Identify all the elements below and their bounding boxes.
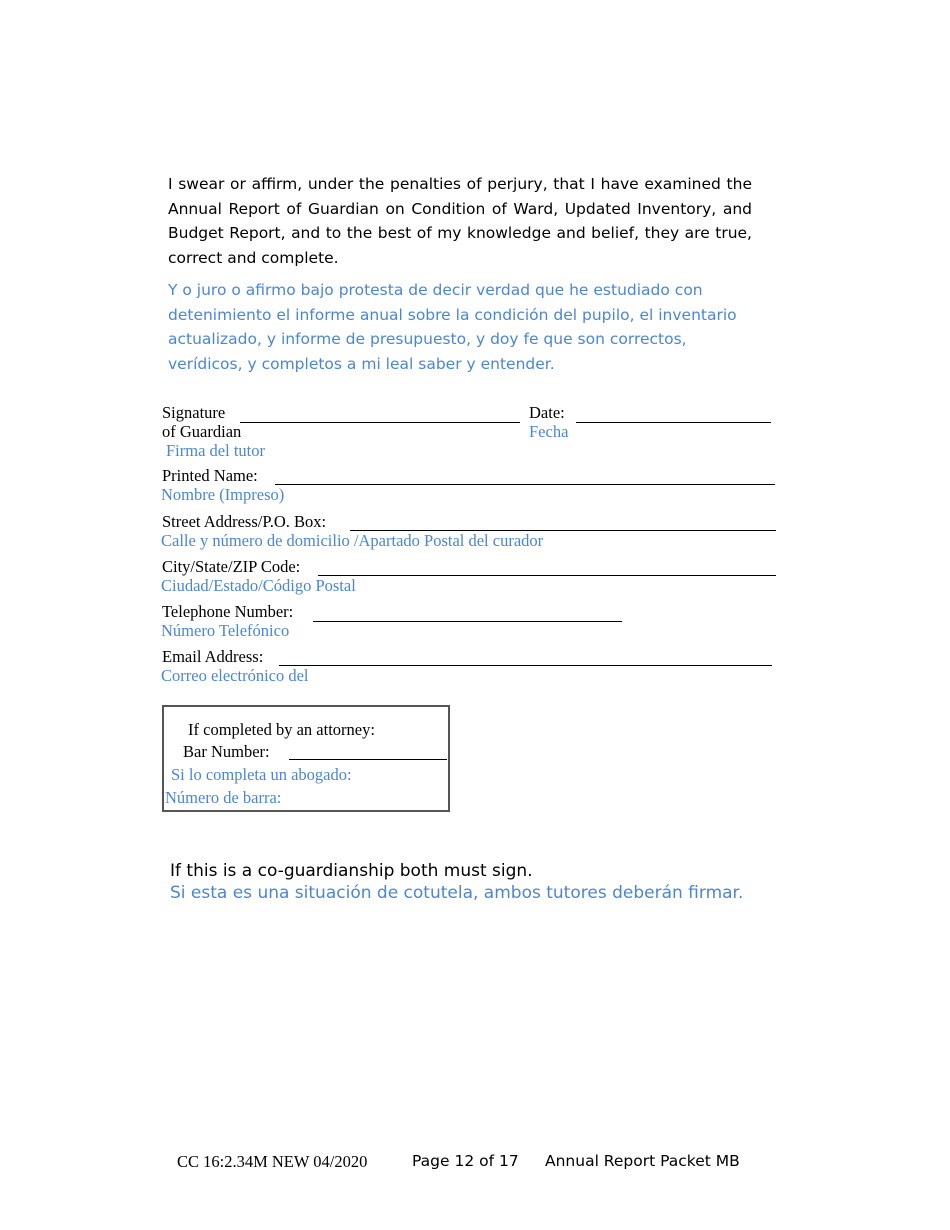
printed-name-label-es: Nombre (Impreso) <box>161 485 285 504</box>
coguardianship-notice: If this is a co-guardianship both must sign. <box>170 861 533 881</box>
footer-form-code: CC 16:2.34M NEW 04/2020 <box>177 1152 368 1171</box>
attorney-box <box>162 705 450 812</box>
attorney-line1-es: Si lo completa un abogado: <box>171 765 352 784</box>
footer-packet-name: Annual Report Packet MB <box>545 1152 740 1170</box>
city-state-zip-field[interactable] <box>318 575 776 576</box>
email-label: Email Address: <box>162 647 264 666</box>
oath-english: I swear or affirm, under the penalties of perjury, that I have examined the Annual Report of Guardian on Condition of Ward, Updated Inventory, and Budget Report, and to the best of my knowledge and belief, they are true, correct and complete. <box>168 175 752 267</box>
bar-number-label: Bar Number: <box>183 742 270 761</box>
telephone-label-es: Número Telefónico <box>161 621 290 640</box>
city-state-zip-label-es: Ciudad/Estado/Código Postal <box>161 576 356 595</box>
telephone-label: Telephone Number: <box>162 602 294 621</box>
signature-label-line2: of Guardian <box>162 422 242 441</box>
email-label-es: Correo electrónico del <box>161 666 309 685</box>
printed-name-label: Printed Name: <box>162 466 258 485</box>
street-address-label-es: Calle y número de domicilio /Apartado Postal del curador <box>161 531 544 550</box>
coguardianship-notice-es: Si esta es una situación de cotutela, ambos tutores deberán firmar. <box>170 883 744 903</box>
date-line[interactable] <box>576 422 771 423</box>
printed-name-field[interactable] <box>275 484 775 485</box>
telephone-field[interactable] <box>313 621 622 622</box>
signature-line[interactable] <box>240 422 520 423</box>
email-field[interactable] <box>279 665 772 666</box>
city-state-zip-label: City/State/ZIP Code: <box>162 557 301 576</box>
bar-number-label-es: Número de barra: <box>165 788 282 807</box>
street-address-label: Street Address/P.O. Box: <box>162 512 327 531</box>
bar-number-field[interactable] <box>289 759 447 760</box>
attorney-line1: If completed by an attorney: <box>188 720 375 739</box>
signature-label-es: Firma del tutor <box>166 441 265 460</box>
date-label: Date: <box>529 403 565 422</box>
date-label-es: Fecha <box>529 422 569 441</box>
footer-page-number: Page 12 of 17 <box>412 1152 519 1170</box>
signature-label: Signature <box>162 403 226 422</box>
oath-spanish: Y o juro o afirmo bajo protesta de decir verdad que he estudiado con detenimiento el informe anual sobre la condición del pupilo, el inventario actualizado, y informe de presupuesto, y doy fe que son correctos, verídicos, y completos a mi leal saber y entender. <box>168 281 737 373</box>
